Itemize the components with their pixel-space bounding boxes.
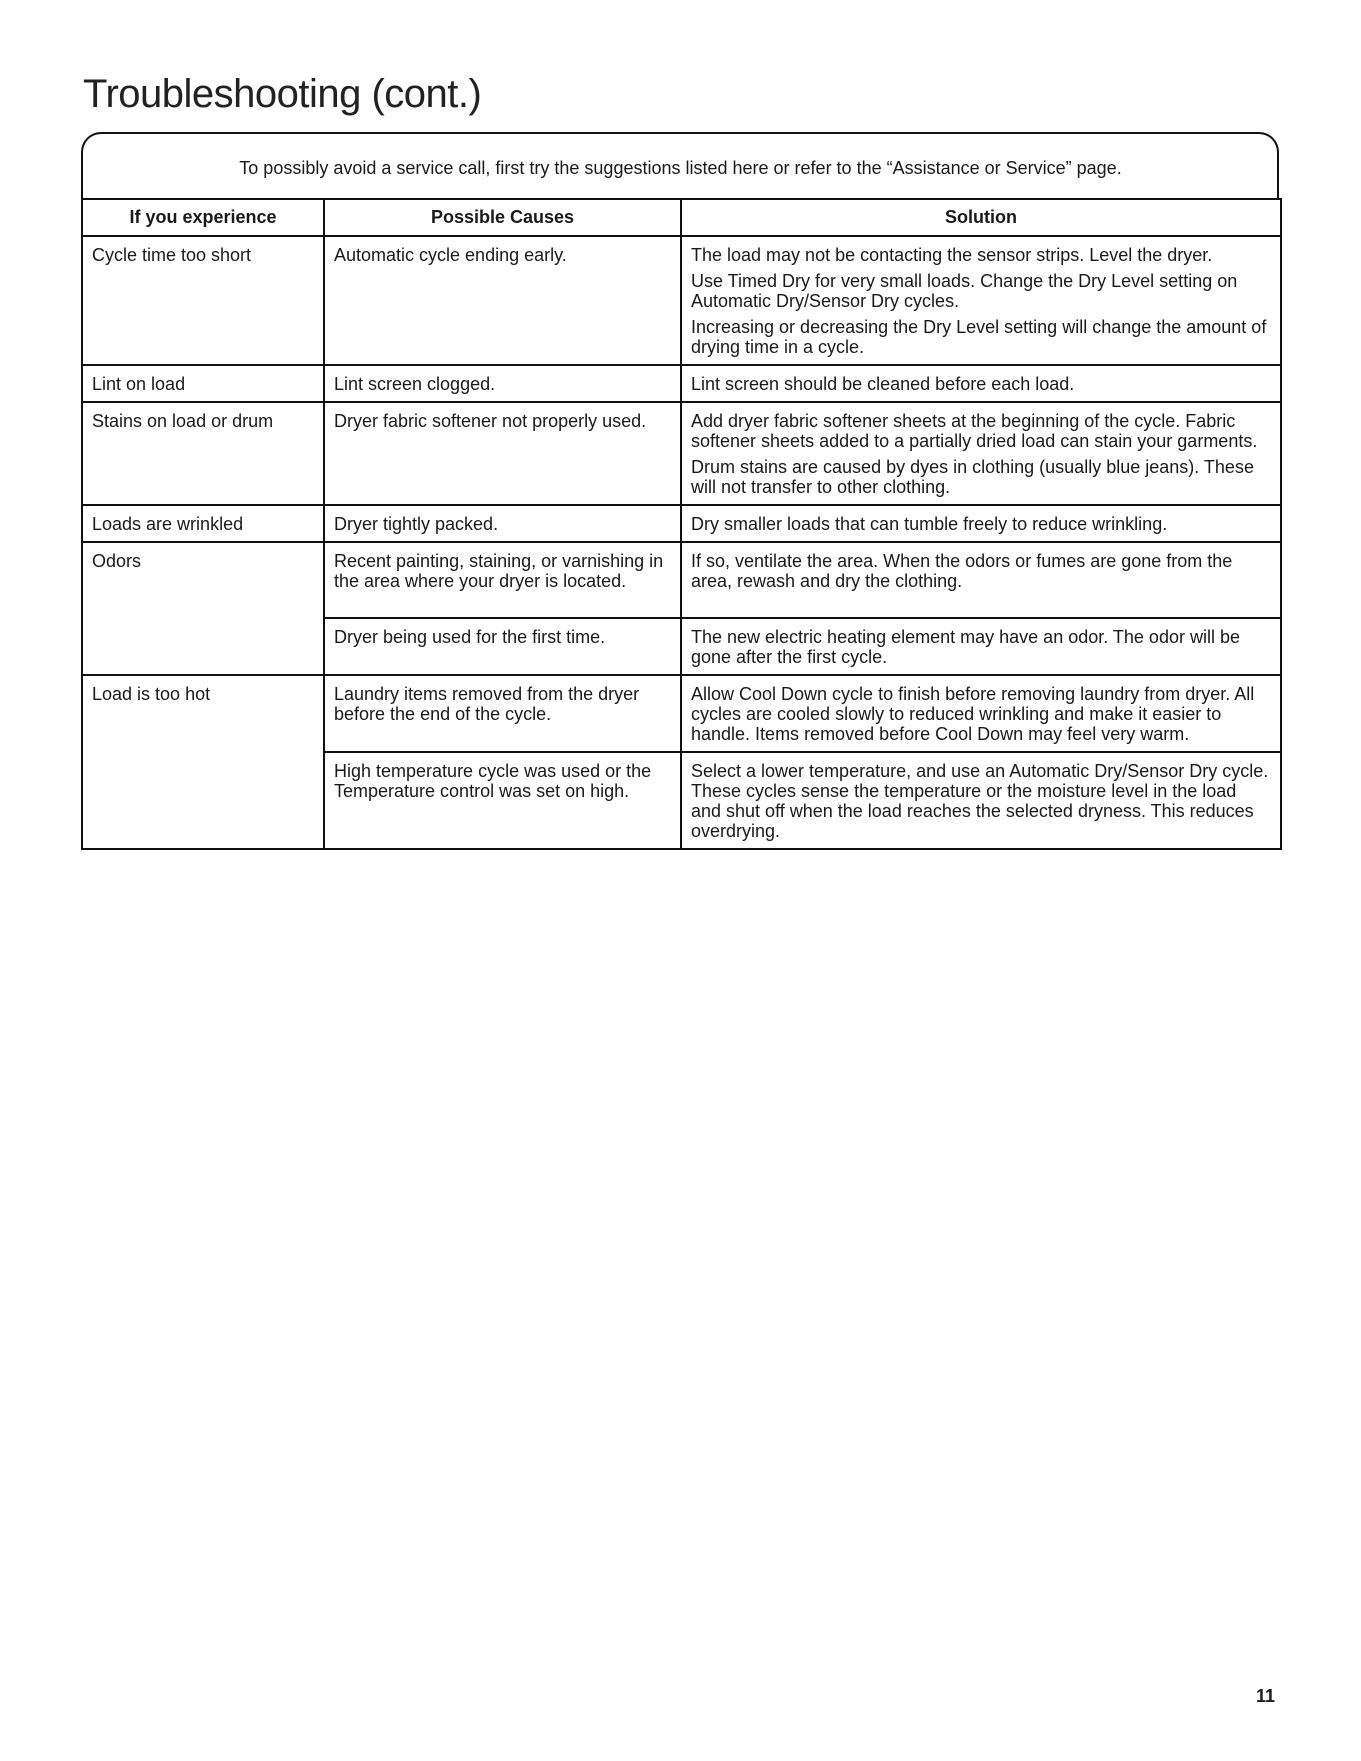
table-row [82, 365, 1281, 402]
table-row [82, 236, 1281, 365]
cause-cell: Dryer tightly packed. [324, 505, 681, 542]
cause-cell: High temperature cycle was used or the Temperature control was set on high. [324, 752, 681, 849]
solution-text: Drum stains are caused by dyes in clothing (usually blue jeans). These will not transfer to other clothing. [691, 457, 1254, 497]
cause-cell: Automatic cycle ending early. [324, 236, 681, 365]
intro-text: To possibly avoid a service call, first try the suggestions listed here or refer to the “Assistance or Service” page. [239, 158, 1122, 178]
solution-text: Add dryer fabric softener sheets at the beginning of the cycle. Fabric softener sheets added to a partially dried load can stain your garments. [691, 411, 1258, 451]
solution-text: Select a lower temperature, and use an Automatic Dry/Sensor Dry cycle. These cycles sense the temperature or the moisture level in the load and shut off when the load reaches the selected dryness. This reduces overdrying. [691, 761, 1269, 841]
header-experience: If you experience [82, 199, 324, 236]
cause-cell: Dryer being used for the first time. [324, 618, 681, 675]
cause-cell: Laundry items removed from the dryer before the end of the cycle. [324, 675, 681, 752]
experience-cell: Stains on load or drum [82, 402, 324, 505]
solution-cell [681, 236, 1281, 365]
table-row [82, 505, 1281, 542]
experience-cell: Odors [82, 542, 324, 675]
solution-text: Lint screen should be cleaned before each load. [691, 374, 1075, 394]
page-title: Troubleshooting (cont.) [83, 72, 482, 116]
experience-cell: Load is too hot [82, 675, 324, 849]
experience-cell: Loads are wrinkled [82, 505, 324, 542]
table-header-row [82, 199, 1281, 236]
solution-cell [681, 365, 1281, 402]
solution-text: If so, ventilate the area. When the odors or fumes are gone from the area, rewash and dry the clothing. [691, 551, 1233, 591]
solution-cell [681, 505, 1281, 542]
solution-text: Increasing or decreasing the Dry Level setting will change the amount of drying time in a cycle. [691, 317, 1267, 357]
solution-cell [681, 402, 1281, 505]
experience-cell: Cycle time too short [82, 236, 324, 365]
table-row [82, 402, 1281, 505]
experience-cell: Lint on load [82, 365, 324, 402]
solution-cell [681, 618, 1281, 675]
cause-cell: Recent painting, staining, or varnishing in the area where your dryer is located. [324, 542, 681, 618]
solution-cell [681, 675, 1281, 752]
solution-text: Dry smaller loads that can tumble freely to reduce wrinkling. [691, 514, 1168, 534]
page-number: 11 [1256, 1686, 1276, 1706]
table-row [82, 675, 1281, 752]
solution-cell [681, 752, 1281, 849]
table-row [82, 542, 1281, 618]
solution-text: The load may not be contacting the sensor strips. Level the dryer. [691, 245, 1213, 265]
cause-cell: Dryer fabric softener not properly used. [324, 402, 681, 505]
header-causes: Possible Causes [324, 199, 681, 236]
solution-text: Allow Cool Down cycle to finish before removing laundry from dryer. All cycles are cooled slowly to reduced wrinkling and make it easier to handle. Items removed before Cool Down may feel very warm. [691, 684, 1255, 744]
solution-text: The new electric heating element may have an odor. The odor will be gone after the first cycle. [691, 627, 1240, 667]
header-solution: Solution [681, 199, 1281, 236]
solution-cell [681, 542, 1281, 618]
troubleshooting-table [81, 198, 1282, 850]
solution-text: Use Timed Dry for very small loads. Change the Dry Level setting on Automatic Dry/Sensor Dry cycles. [691, 271, 1238, 311]
cause-cell: Lint screen clogged. [324, 365, 681, 402]
